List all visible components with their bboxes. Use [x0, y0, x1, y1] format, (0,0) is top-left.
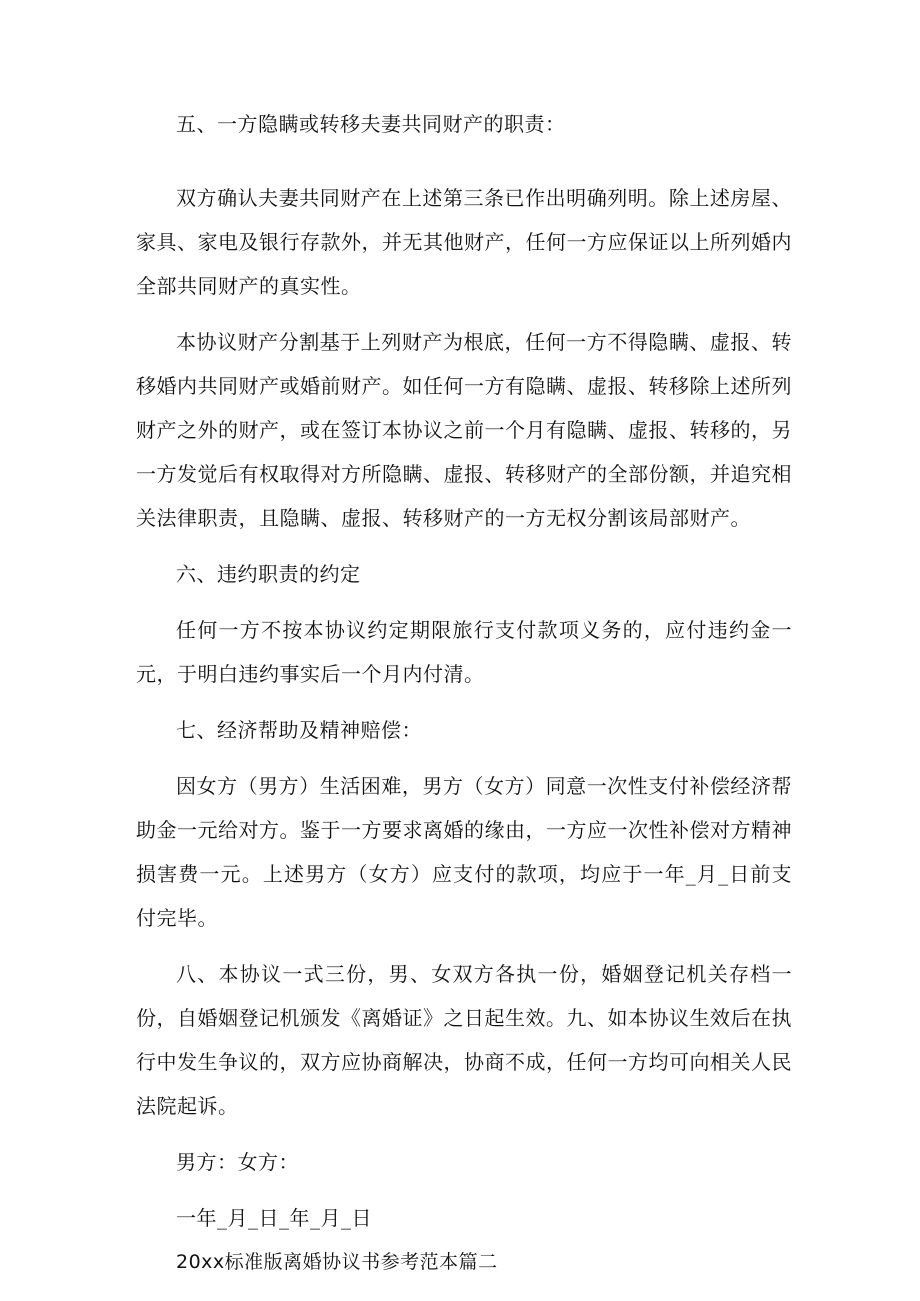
date-line: 一年_月_日_年_月_日 [176, 1206, 372, 1230]
section-heading-6: 六、违约职责的约定 [176, 562, 361, 586]
signature-line: 男方：女方： [176, 1150, 299, 1174]
section-heading-5: 五、一方隐瞒或转移夫妻共同财产的职责： [176, 112, 566, 136]
clause-eight-paragraph: 八、本协议一式三份，男、女双方各执一份，婚姻登记机关存档一份，自婚姻登记机颁发《离婚证》之日起生效。九、如本协议生效后在执行中发生争议的，双方应协商解决，协商不成，任何一方均可向相关人民法院起诉。 [136, 962, 792, 1118]
section-6-paragraph-1: 任何一方不按本协议约定期限旅行支付款项义务的，应付违约金一元，于明白违约事实后一个月内付清。 [136, 618, 792, 686]
section-5-paragraph-1: 双方确认夫妻共同财产在上述第三条已作出明确列明。除上述房屋、家具、家电及银行存款外，并无其他财产，任何一方应保证以上所列婚内全部共同财产的真实性。 [136, 186, 792, 298]
section-5-paragraph-2: 本协议财产分割基于上列财产为根底，任何一方不得隐瞒、虚报、转移婚内共同财产或婚前财产。如任何一方有隐瞒、虚报、转移除上述所列财产之外的财产，或在签订本协议之前一个月有隐瞒、虚报、转移的，另一方发觉后有权取得对方所隐瞒、虚报、转移财产的全部份额，并追究相关法律职责，且隐瞒、虚报、转移财产的一方无权分割该局部财产。 [136, 330, 792, 530]
document-body [136, 102, 792, 1284]
section-7-paragraph-1: 因女方（男方）生活困难，男方（女方）同意一次性支付补偿经济帮助金一元给对方。鉴于一方要求离婚的缘由，一方应一次性补偿对方精神损害费一元。上述男方（女方）应支付的款项，均应于一年_月_日前支付完毕。 [136, 774, 792, 930]
next-document-title: 20xx标准版离婚协议书参考范本篇二 [176, 1251, 498, 1273]
section-heading-7: 七、经济帮助及精神赔偿： [176, 718, 422, 742]
